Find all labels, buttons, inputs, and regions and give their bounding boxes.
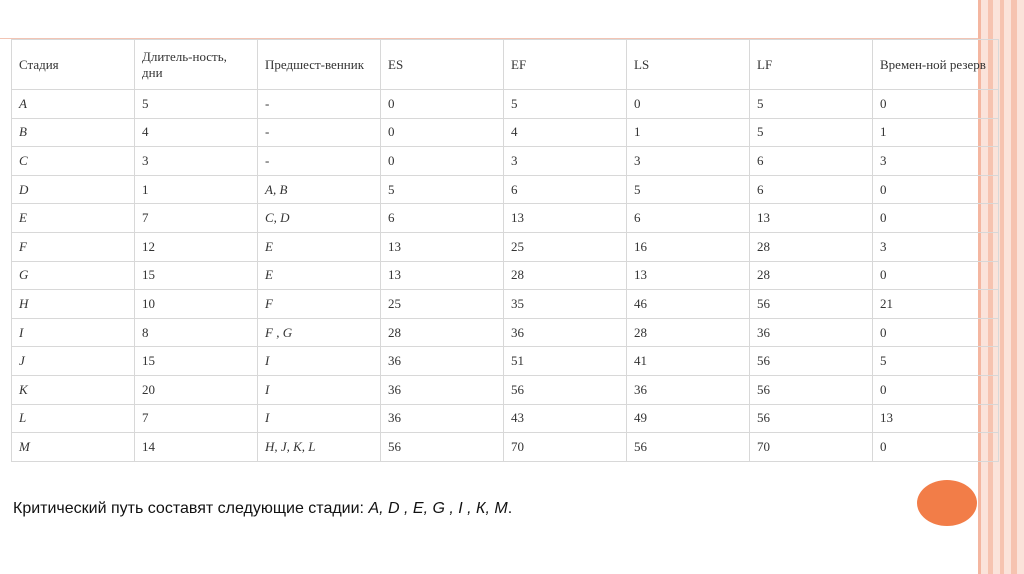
- table-cell: 3: [873, 232, 999, 261]
- table-cell: 6: [750, 175, 873, 204]
- table-cell: C, D: [258, 204, 381, 233]
- table-cell: C: [12, 147, 135, 176]
- table-row: [12, 90, 999, 119]
- column-header: LS: [627, 40, 750, 90]
- table-cell: 13: [750, 204, 873, 233]
- table-cell: E: [258, 261, 381, 290]
- table-cell: 0: [381, 90, 504, 119]
- table-cell: 25: [504, 232, 627, 261]
- table-cell: 56: [381, 433, 504, 462]
- table-cell: 36: [750, 318, 873, 347]
- table-row: [12, 375, 999, 404]
- table-cell: 13: [381, 232, 504, 261]
- table-cell: 15: [135, 347, 258, 376]
- table-cell: 46: [627, 290, 750, 319]
- caption-text: Критический путь составят следующие стадии:: [13, 500, 369, 517]
- caption-stages: A, D , E, G , I , К, M: [368, 500, 508, 517]
- table-cell: 0: [873, 204, 999, 233]
- table-cell: L: [12, 404, 135, 433]
- table-cell: 56: [750, 404, 873, 433]
- table-cell: 6: [750, 147, 873, 176]
- table-cell: 28: [504, 261, 627, 290]
- table-cell: H: [12, 290, 135, 319]
- table-row: [12, 404, 999, 433]
- table-cell: 28: [750, 261, 873, 290]
- table-cell: 7: [135, 404, 258, 433]
- table-cell: 0: [627, 90, 750, 119]
- table-cell: -: [258, 90, 381, 119]
- table-cell: 0: [873, 175, 999, 204]
- table-cell: 13: [627, 261, 750, 290]
- table-cell: 6: [504, 175, 627, 204]
- table-row: [12, 261, 999, 290]
- table-row: [12, 147, 999, 176]
- table-cell: К: [12, 375, 135, 404]
- table-row: [12, 232, 999, 261]
- table-cell: 43: [504, 404, 627, 433]
- schedule-table: [11, 39, 999, 462]
- column-header: ES: [381, 40, 504, 90]
- table-cell: I: [258, 375, 381, 404]
- table-cell: 3: [873, 147, 999, 176]
- table-cell: G: [12, 261, 135, 290]
- table-cell: A: [12, 90, 135, 119]
- stripe: [1011, 0, 1017, 574]
- table-cell: D: [12, 175, 135, 204]
- table-row: [12, 318, 999, 347]
- table-cell: 0: [873, 433, 999, 462]
- table-cell: 4: [135, 118, 258, 147]
- table-cell: 6: [381, 204, 504, 233]
- table-cell: 10: [135, 290, 258, 319]
- table-cell: A, B: [258, 175, 381, 204]
- table-cell: 0: [381, 147, 504, 176]
- table-cell: 14: [135, 433, 258, 462]
- table-cell: 8: [135, 318, 258, 347]
- table-row: [12, 118, 999, 147]
- table-cell: 0: [873, 375, 999, 404]
- table-cell: 36: [627, 375, 750, 404]
- table-cell: 4: [504, 118, 627, 147]
- table-cell: 70: [750, 433, 873, 462]
- table-cell: -: [258, 118, 381, 147]
- table-cell: 5: [381, 175, 504, 204]
- table-row: [12, 204, 999, 233]
- table-row: [12, 347, 999, 376]
- table-cell: 16: [627, 232, 750, 261]
- caption-end: .: [507, 500, 513, 517]
- table-cell: 56: [750, 290, 873, 319]
- table-cell: 1: [873, 118, 999, 147]
- decorative-circle: [917, 480, 977, 526]
- table-cell: 5: [627, 175, 750, 204]
- table-cell: F , G: [258, 318, 381, 347]
- table-cell: 41: [627, 347, 750, 376]
- table-cell: 7: [135, 204, 258, 233]
- table-cell: 5: [750, 90, 873, 119]
- table-cell: 28: [750, 232, 873, 261]
- table-cell: 5: [504, 90, 627, 119]
- table-cell: 56: [750, 375, 873, 404]
- table-cell: 36: [381, 404, 504, 433]
- table-cell: 0: [873, 261, 999, 290]
- schedule-table-container: [11, 39, 998, 461]
- table-cell: 3: [504, 147, 627, 176]
- table-cell: 6: [627, 204, 750, 233]
- stripe: [1000, 0, 1004, 574]
- table-cell: 70: [504, 433, 627, 462]
- table-cell: 56: [750, 347, 873, 376]
- table-cell: 25: [381, 290, 504, 319]
- table-cell: -: [258, 147, 381, 176]
- table-cell: 15: [135, 261, 258, 290]
- table-cell: 5: [750, 118, 873, 147]
- table-cell: M: [12, 433, 135, 462]
- table-header-row: [12, 40, 999, 90]
- table-cell: I: [12, 318, 135, 347]
- column-header: Длитель-ность, дни: [135, 40, 258, 90]
- table-cell: I: [258, 347, 381, 376]
- table-cell: 36: [504, 318, 627, 347]
- table-cell: 51: [504, 347, 627, 376]
- table-row: [12, 175, 999, 204]
- table-cell: 0: [381, 118, 504, 147]
- table-cell: 1: [627, 118, 750, 147]
- table-cell: I: [258, 404, 381, 433]
- column-header: Времен-ной резерв: [873, 40, 999, 90]
- table-cell: 5: [135, 90, 258, 119]
- table-cell: 0: [873, 90, 999, 119]
- column-header: Предшест-венник: [258, 40, 381, 90]
- table-cell: F: [12, 232, 135, 261]
- table-row: [12, 433, 999, 462]
- column-header: LF: [750, 40, 873, 90]
- table-cell: 1: [135, 175, 258, 204]
- table-cell: 3: [135, 147, 258, 176]
- table-cell: 13: [381, 261, 504, 290]
- table-cell: 56: [504, 375, 627, 404]
- table-cell: 28: [627, 318, 750, 347]
- table-cell: 12: [135, 232, 258, 261]
- table-cell: E: [12, 204, 135, 233]
- table-cell: 56: [627, 433, 750, 462]
- table-cell: J: [12, 347, 135, 376]
- column-header: Стадия: [12, 40, 135, 90]
- table-cell: 35: [504, 290, 627, 319]
- table-cell: 13: [873, 404, 999, 433]
- table-cell: B: [12, 118, 135, 147]
- table-cell: 28: [381, 318, 504, 347]
- critical-path-caption: [13, 497, 533, 521]
- table-cell: 36: [381, 347, 504, 376]
- slide-top-border: [0, 0, 990, 39]
- table-cell: 5: [873, 347, 999, 376]
- table-cell: H, J, К, L: [258, 433, 381, 462]
- column-header: EF: [504, 40, 627, 90]
- table-cell: E: [258, 232, 381, 261]
- table-cell: F: [258, 290, 381, 319]
- table-cell: 0: [873, 318, 999, 347]
- table-cell: 49: [627, 404, 750, 433]
- table-cell: 20: [135, 375, 258, 404]
- table-cell: 21: [873, 290, 999, 319]
- table-cell: 36: [381, 375, 504, 404]
- table-cell: 3: [627, 147, 750, 176]
- table-cell: 13: [504, 204, 627, 233]
- table-row: [12, 290, 999, 319]
